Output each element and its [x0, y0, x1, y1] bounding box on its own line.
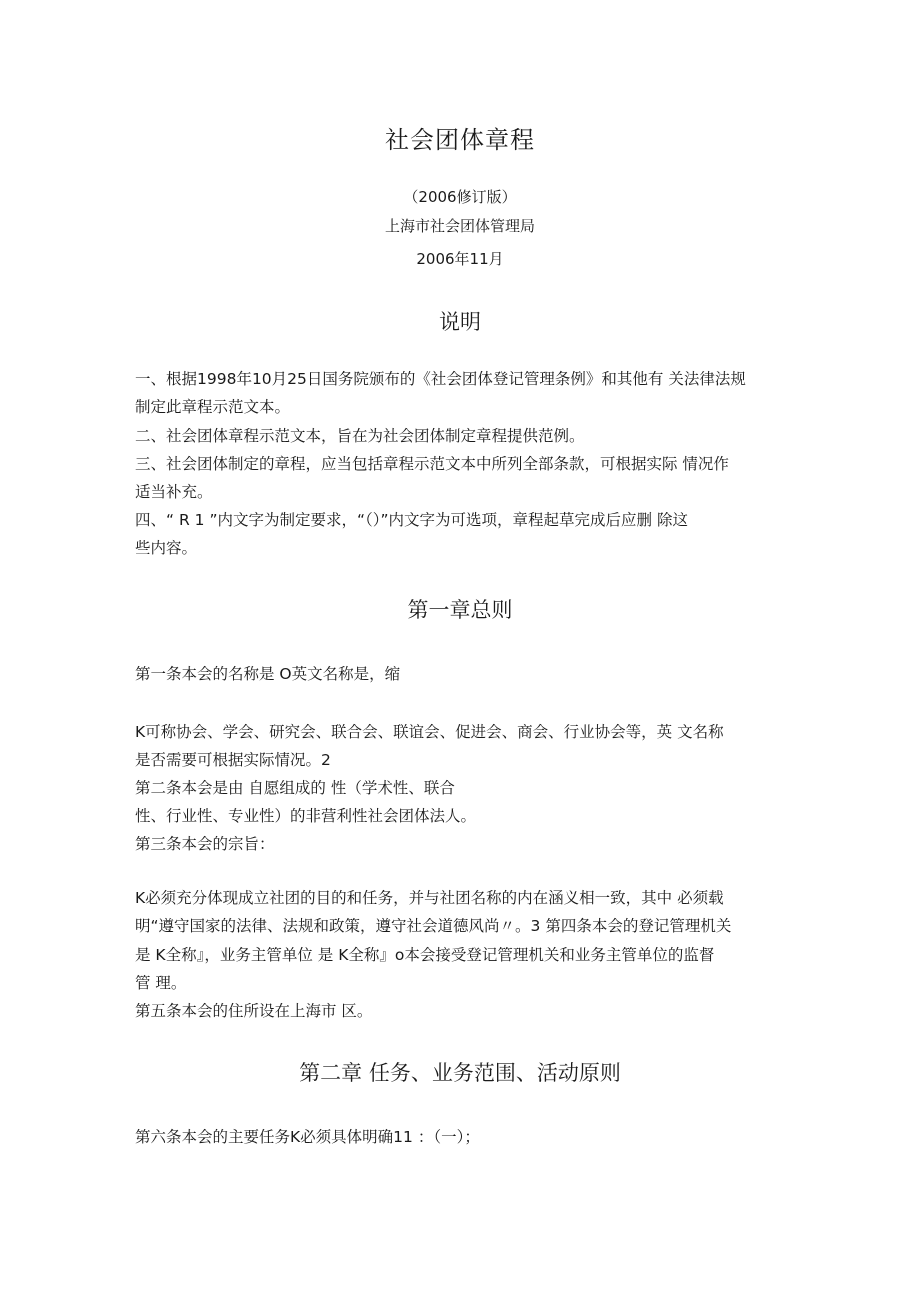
chapter1-line: 第五条本会的住所设在上海市 区。 — [135, 1002, 373, 1020]
notes-line: 三、社会团体制定的章程，应当包括章程示范文本中所列全部条款，可根据实际 情况作 — [135, 455, 729, 473]
chapter1-line: K可称协会、学会、研究会、联合会、联谊会、促进会、商会、行业协会等，英 文名称 — [135, 723, 724, 741]
chapter1-line: 第一条本会的名称是 O英文名称是，缩 — [135, 665, 401, 683]
chapter1-line: K必须充分体现成立社团的目的和任务，并与社团名称的内在涵义相一致，其中 必须载 — [135, 889, 724, 907]
notes-line: 制定此章程示范文本。 — [135, 398, 291, 416]
chapter1-heading: 第一章总则 — [407, 598, 513, 622]
notes-line: 一、根据1998年10月25日国务院颁布的《社会团体登记管理条例》和其他有 关法律法规 — [135, 370, 746, 388]
chapter2-heading: 第二章 任务、业务范围、活动原则 — [299, 1061, 621, 1085]
notes-line: 二、社会团体章程示范文本，旨在为社会团体制定章程提供范例。 — [135, 427, 585, 445]
notes-line: 四、“ R 1 ”内文字为制定要求，“（）”内文字为可选项，章程起草完成后应删 除这 — [135, 511, 688, 529]
edition-label: （2006修订版） — [403, 188, 517, 206]
chapter1-line: 第二条本会是由 自愿组成的 性（学术性、联合 — [135, 779, 455, 797]
chapter1-line: 性、行业性、专业性）的非营利性社会团体法人。 — [135, 807, 477, 825]
chapter1-line: 明“遵守国家的法律、法规和政策，遵守社会道德风尚〃。3 第四条本会的登记管理机关 — [135, 917, 732, 935]
chapter1-line: 管 理。 — [135, 974, 187, 992]
chapter1-line: 是 K全称』，业务主管单位 是 K全称』o本会接受登记管理机关和业务主管单位的监督 — [135, 946, 715, 964]
chapter1-line: 第三条本会的宗旨： — [135, 835, 275, 853]
date-label: 2006年11月 — [416, 250, 504, 268]
notes-line: 适当补充。 — [135, 483, 213, 501]
chapter2-line: 第六条本会的主要任务K必须具体明确11 ：（一）； — [135, 1128, 480, 1146]
notes-heading: 说明 — [439, 310, 481, 334]
chapter1-line: 是否需要可根据实际情况。2 — [135, 751, 331, 769]
issuer-label: 上海市社会团体管理局 — [384, 217, 535, 235]
document-title: 社会团体章程 — [385, 126, 535, 154]
notes-line: 些内容。 — [135, 539, 198, 557]
